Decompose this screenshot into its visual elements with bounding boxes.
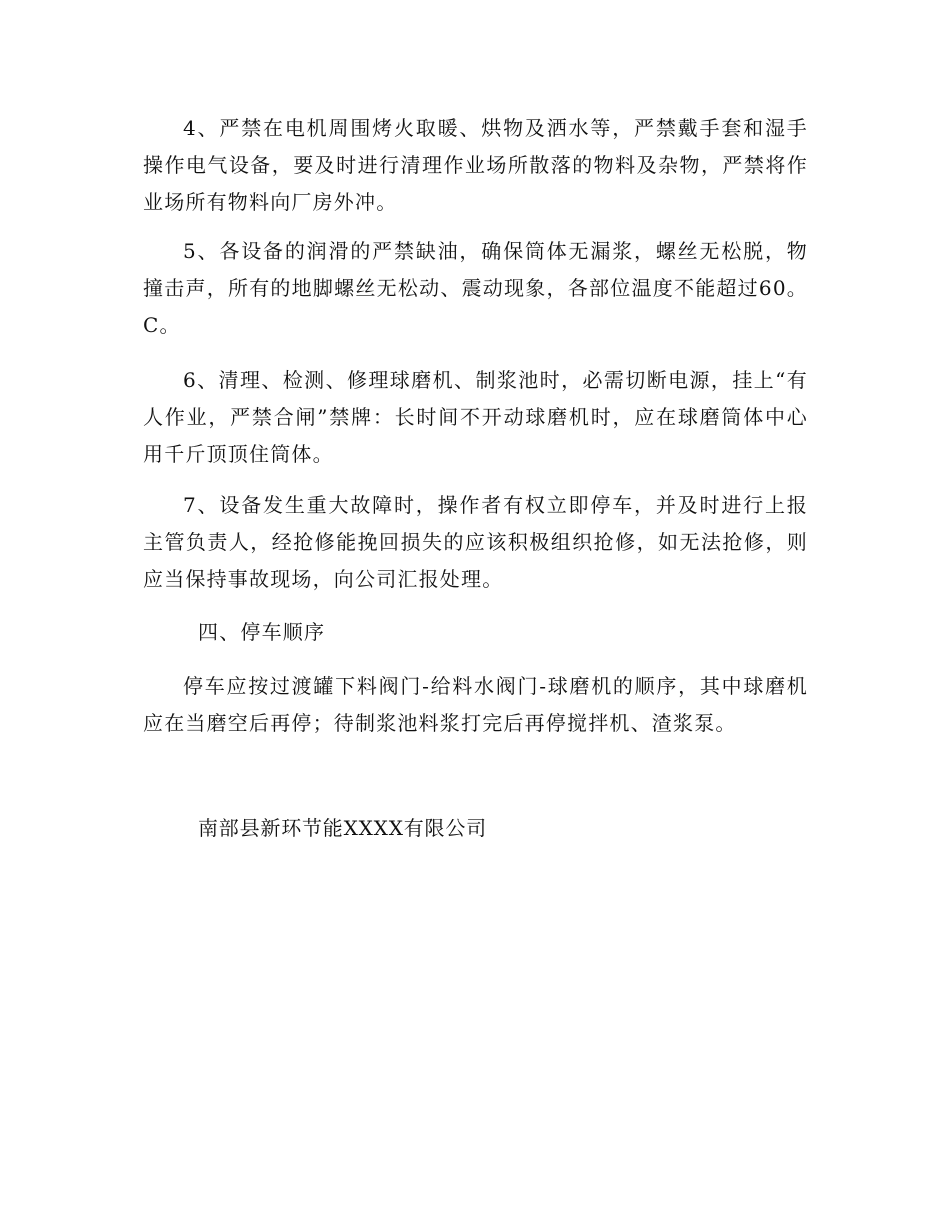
paragraph-item-5: 5、各设备的润滑的严禁缺油，确保筒体无漏浆，螺丝无松脱，物撞击声，所有的地脚螺丝无松动、震动现象，各部位温度不能超过60。C。 xyxy=(143,239,808,337)
paragraph-item-4: 4、严禁在电机周围烤火取暖、烘物及洒水等，严禁戴手套和湿手操作电气设备，要及时进行清理作业场所散落的物料及杂物，严禁将作业场所有物料向厂房外冲。 xyxy=(143,116,808,214)
paragraph-item-7: 7、设备发生重大故障时，操作者有权立即停车，并及时进行上报主管负责人，经抢修能挽回损失的应该积极组织抢修，如无法抢修，则应当保持事故现场，向公司汇报处理。 xyxy=(143,493,808,591)
paragraph-stop-sequence: 停车应按过渡罐下料阀门-给料水阀门-球磨机的顺序，其中球磨机应在当磨空后再停；待制浆池料浆打完后再停搅拌机、渣浆泵。 xyxy=(143,674,808,735)
section-heading: 四、停车顺序 xyxy=(198,620,326,644)
paragraph-item-6: 6、清理、检测、修理球磨机、制浆池时，必需切断电源，挂上“有人作业，严禁合闸”禁牌：长时间不开动球磨机时，应在球磨筒体中心用千斤顶顶住筒体。 xyxy=(143,368,808,466)
company-signature: 南部县新环节能XXXX有限公司 xyxy=(198,816,487,840)
